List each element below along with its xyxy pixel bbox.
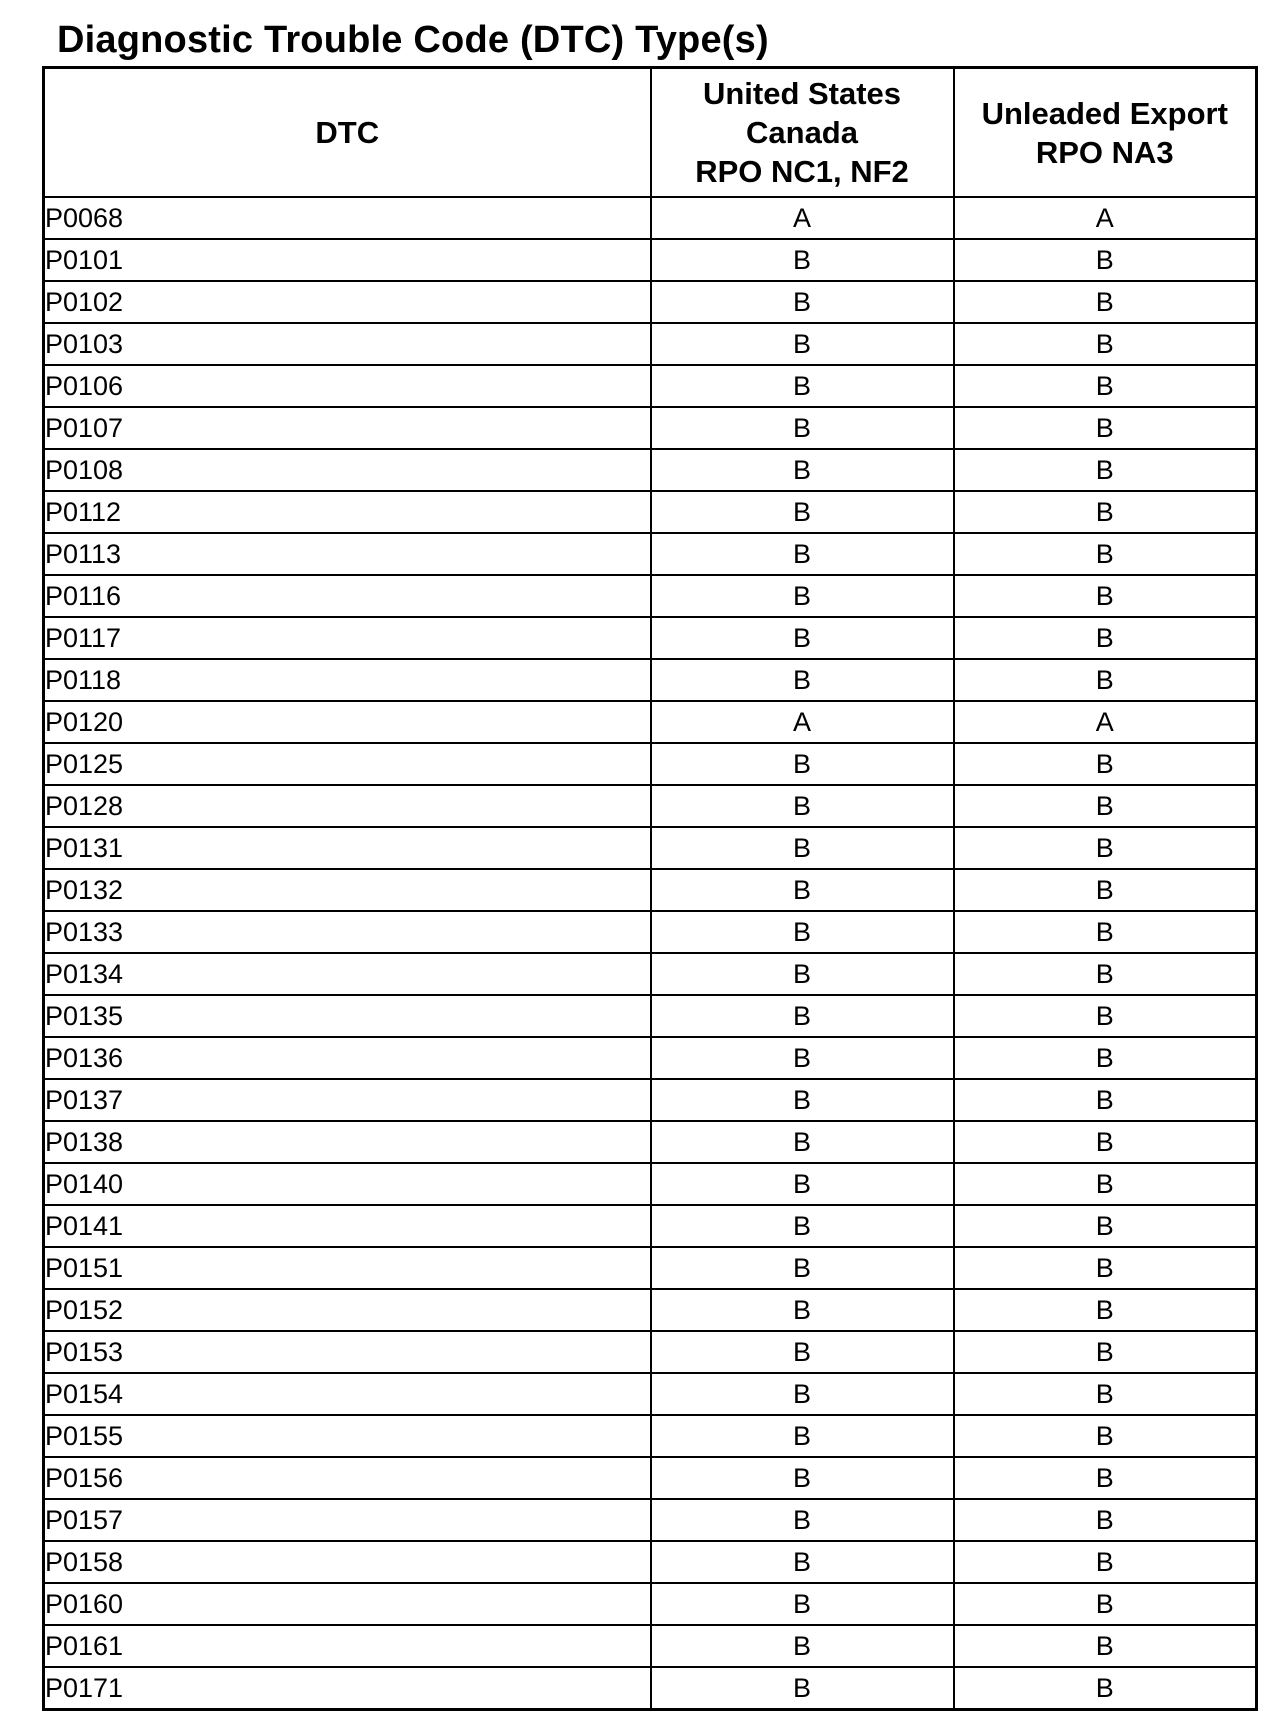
table-row [44,1163,1257,1205]
us-canada-type-cell: B [651,1121,954,1163]
dtc-code-cell: P0133 [44,911,651,953]
header-line: Canada [746,115,858,150]
table-header [44,68,1257,198]
dtc-code-cell: P0106 [44,365,651,407]
export-type-cell: B [954,1205,1257,1247]
table-row [44,239,1257,281]
us-canada-type-cell: B [651,995,954,1037]
table-row [44,449,1257,491]
dtc-code-cell: P0101 [44,239,651,281]
table-body [44,197,1257,1710]
us-canada-type-cell: B [651,1163,954,1205]
us-canada-type-cell: B [651,1037,954,1079]
export-type-cell: B [954,1121,1257,1163]
dtc-code-cell: P0171 [44,1667,651,1710]
export-type-cell: B [954,281,1257,323]
export-type-cell: B [954,239,1257,281]
dtc-code-cell: P0140 [44,1163,651,1205]
table-row [44,281,1257,323]
export-type-cell: B [954,743,1257,785]
dtc-code-cell: P0134 [44,953,651,995]
us-canada-type-cell: B [651,1331,954,1373]
us-canada-type-cell: A [651,197,954,239]
column-header-export [954,68,1257,198]
export-type-cell: B [954,1667,1257,1710]
table-row [44,1667,1257,1710]
header-line: United States [702,76,902,111]
dtc-code-cell: P0120 [44,701,651,743]
table-row [44,911,1257,953]
dtc-code-cell: P0151 [44,1247,651,1289]
dtc-code-cell: P0138 [44,1121,651,1163]
us-canada-type-cell: B [651,491,954,533]
table-row [44,869,1257,911]
dtc-code-cell: P0153 [44,1331,651,1373]
table-row [44,1247,1257,1289]
export-type-cell: B [954,1037,1257,1079]
table-row [44,1205,1257,1247]
dtc-code-cell: P0135 [44,995,651,1037]
table-row [44,365,1257,407]
export-type-cell: B [954,953,1257,995]
dtc-code-cell: P0158 [44,1541,651,1583]
us-canada-type-cell: B [651,281,954,323]
export-type-cell: B [954,491,1257,533]
export-type-cell: B [954,1583,1257,1625]
us-canada-type-cell: A [651,701,954,743]
table-row [44,659,1257,701]
table-row [44,323,1257,365]
table-row [44,1331,1257,1373]
us-canada-type-cell: B [651,827,954,869]
dtc-table [42,66,1258,1711]
dtc-code-cell: P0160 [44,1583,651,1625]
us-canada-type-cell: B [651,449,954,491]
dtc-code-cell: P0157 [44,1499,651,1541]
export-type-cell: B [954,323,1257,365]
table-row [44,491,1257,533]
export-type-cell: B [954,911,1257,953]
us-canada-type-cell: B [651,1499,954,1541]
dtc-code-cell: P0113 [44,533,651,575]
us-canada-type-cell: B [651,1667,954,1710]
table-row [44,1457,1257,1499]
export-type-cell: B [954,1499,1257,1541]
export-type-cell: B [954,869,1257,911]
table-row [44,533,1257,575]
table-row [44,1499,1257,1541]
export-type-cell: B [954,1457,1257,1499]
us-canada-type-cell: B [651,1625,954,1667]
dtc-code-cell: P0102 [44,281,651,323]
export-type-cell: B [954,1415,1257,1457]
export-type-cell: B [954,449,1257,491]
dtc-code-cell: P0118 [44,659,651,701]
export-type-cell: B [954,1247,1257,1289]
page-title: Diagnostic Trouble Code (DTC) Type(s) [57,19,769,61]
export-type-cell: A [954,701,1257,743]
export-type-cell: A [954,197,1257,239]
us-canada-type-cell: B [651,1079,954,1121]
export-type-cell: B [954,827,1257,869]
us-canada-type-cell: B [651,1247,954,1289]
dtc-code-cell: P0068 [44,197,651,239]
us-canada-type-cell: B [651,575,954,617]
export-type-cell: B [954,1079,1257,1121]
export-type-cell: B [954,1331,1257,1373]
us-canada-type-cell: B [651,533,954,575]
us-canada-type-cell: B [651,785,954,827]
us-canada-type-cell: B [651,323,954,365]
header-row [44,68,1257,198]
table-row [44,1415,1257,1457]
export-type-cell: B [954,1625,1257,1667]
dtc-code-cell: P0112 [44,491,651,533]
dtc-code-cell: P0137 [44,1079,651,1121]
table-row [44,407,1257,449]
export-type-cell: B [954,1163,1257,1205]
export-type-cell: B [954,659,1257,701]
dtc-code-cell: P0128 [44,785,651,827]
dtc-code-cell: P0103 [44,323,651,365]
header-line: Unleaded Export [981,95,1228,131]
us-canada-type-cell: B [651,743,954,785]
dtc-code-cell: P0154 [44,1373,651,1415]
us-canada-type-cell: B [651,911,954,953]
export-type-cell: B [954,785,1257,827]
export-type-cell: B [954,533,1257,575]
export-type-cell: B [954,617,1257,659]
table-row [44,617,1257,659]
dtc-code-cell: P0156 [44,1457,651,1499]
us-canada-type-cell: B [651,1583,954,1625]
column-header-dtc: DTC [44,68,651,198]
table-row [44,1079,1257,1121]
dtc-code-cell: P0132 [44,869,651,911]
dtc-code-cell: P0141 [44,1205,651,1247]
us-canada-type-cell: B [651,1457,954,1499]
dtc-code-cell: P0155 [44,1415,651,1457]
dtc-code-cell: P0136 [44,1037,651,1079]
table-row [44,785,1257,827]
us-canada-type-cell: B [651,1373,954,1415]
us-canada-type-cell: B [651,1415,954,1457]
dtc-code-cell: P0107 [44,407,651,449]
us-canada-type-cell: B [651,239,954,281]
table-row [44,1625,1257,1667]
dtc-code-cell: P0125 [44,743,651,785]
table-row [44,1373,1257,1415]
table-row [44,1541,1257,1583]
column-header-us-canada [651,68,954,198]
table-row [44,1583,1257,1625]
table-row [44,953,1257,995]
export-type-cell: B [954,1289,1257,1331]
table-row [44,743,1257,785]
us-canada-type-cell: B [651,1541,954,1583]
us-canada-type-cell: B [651,617,954,659]
table-row [44,197,1257,239]
dtc-code-cell: P0116 [44,575,651,617]
us-canada-type-cell: B [651,869,954,911]
export-type-cell: B [954,1541,1257,1583]
table-row [44,1289,1257,1331]
table-row [44,1121,1257,1163]
table-row [44,575,1257,617]
export-type-cell: B [954,575,1257,617]
dtc-code-cell: P0152 [44,1289,651,1331]
us-canada-type-cell: B [651,1289,954,1331]
table-row [44,701,1257,743]
export-type-cell: B [954,365,1257,407]
table-row [44,1037,1257,1079]
us-canada-type-cell: B [651,953,954,995]
dtc-code-cell: P0131 [44,827,651,869]
dtc-code-cell: P0108 [44,449,651,491]
us-canada-type-cell: B [651,407,954,449]
table-row [44,995,1257,1037]
table-row [44,827,1257,869]
export-type-cell: B [954,1373,1257,1415]
export-type-cell: B [954,407,1257,449]
export-type-cell: B [954,995,1257,1037]
us-canada-type-cell: B [651,365,954,407]
header-line: RPO NC1, NF2 [695,154,909,189]
dtc-code-cell: P0161 [44,1625,651,1667]
us-canada-type-cell: B [651,659,954,701]
dtc-code-cell: P0117 [44,617,651,659]
us-canada-type-cell: B [651,1205,954,1247]
header-line: RPO NA3 [1035,134,1174,170]
